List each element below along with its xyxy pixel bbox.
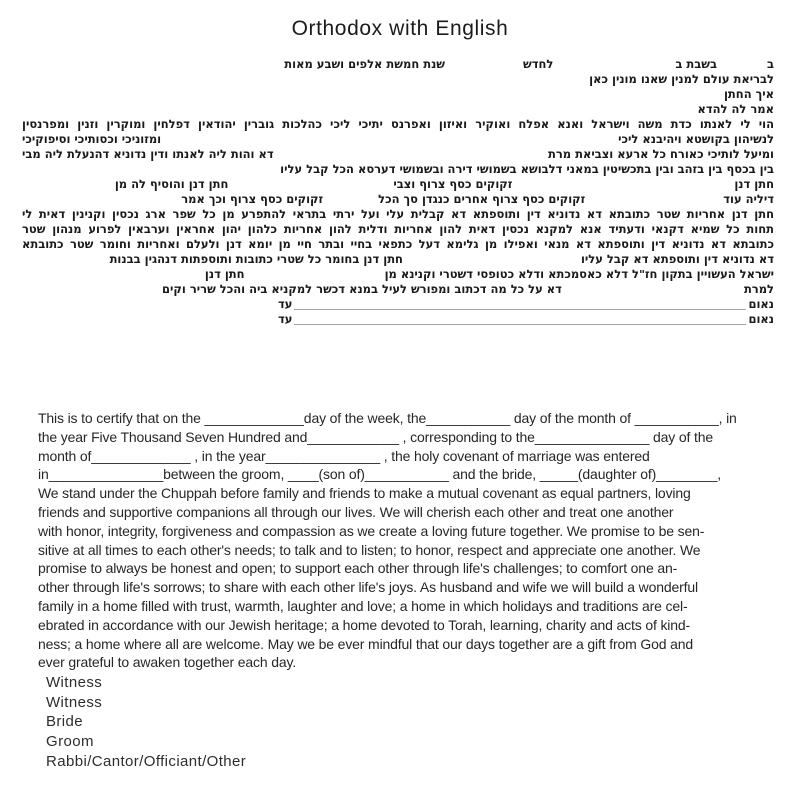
hebrew-text-segment: זקוקים כסף צרוף וצבי [393,177,513,191]
hebrew-text-segment: דא נדוניא דין ותוספתא דא קבל עליו [580,252,774,266]
english-line: ever grateful to awaken together each day. [38,654,297,671]
hebrew-line [22,162,774,177]
english-line: friends and supportive companions all through our lives. We will cherish each other and treat one another [38,503,674,520]
english-line: family in a home filled with trust, warmth, laughter and love; a home in which holidays and traditions are cel- [38,597,688,614]
hebrew-line [22,312,774,327]
hebrew-line [22,57,774,72]
hebrew-text-segment: דיליה עוד [723,192,774,206]
hebrew-text-segment: זקוקים כסף צרוף וכך אמר [181,192,324,206]
hebrew-line: תחות כל שמיא דקנאי ודעתיד אנא למקנא נכסין דאית להון אחריות ודלית להון אחריות כלהון יהון אחראין וערבאין לפרוע מנהון שטר [22,222,774,236]
hebrew-ketubah-text [22,57,774,327]
signature-label: Witness [46,674,103,691]
hebrew-text-segment: חתן דנן והוסיף לה מן [114,177,229,191]
hebrew-line [22,102,774,117]
hebrew-text-segment: נאום [748,297,774,311]
english-line: the year Five Thousand Seven Hundred and____________ , corresponding to the_______________ day of the [38,428,714,445]
english-line: ebrated in accordance with our Jewish heritage; a home devoted to Torah, learning, charity and acts of kind- [38,616,691,633]
signature-labels [46,673,246,772]
hebrew-text-segment: איך החתן [723,87,774,101]
hebrew-text-segment: אמר לה להדא [697,102,774,116]
hebrew-line [22,297,774,312]
hebrew-line [22,132,774,147]
english-line: This is to certify that on the _____________day of the week, the___________ day of the month of ___________, in [38,410,737,426]
blank-space [562,296,744,297]
hebrew-text-segment: למרת [743,282,774,296]
hebrew-text-segment: דא על כל מה דכתוב ומפורש לעיל במנא דכשר למקניא ביה והכל שריר וקים [162,282,562,296]
hebrew-line [22,147,774,162]
hebrew-line [22,177,774,192]
hebrew-line [22,252,774,267]
page-title: Orthodox with English [291,17,509,40]
hebrew-line: כתובתא דא נדוניא דין ותוספתא דא מנאי ואפילו מן גלימא דעל כתפאי בחיי ובתר חיי מן יומא דנן ולעלם ואחריות וחומר שטר כתובתא [22,237,774,251]
hebrew-text-segment: בשבת ב [675,57,717,71]
hebrew-text-segment: עד [278,297,293,311]
hebrew-line [22,87,774,102]
english-line: sitive at all times to each other's needs; to talk and to listen; to honor, respect and appreciate one another. We [38,541,701,558]
english-line: ness; a home where all are welcome. May we be ever mindful that our days together are a gift from God and [38,635,694,652]
hebrew-text-segment: נאום [748,312,774,326]
hebrew-text-segment: עד [278,312,293,326]
hebrew-text-segment: ומזוניכי וכסותיכי וסיפוקיכי [22,132,162,146]
fill-in-blank-line [294,299,746,310]
hebrew-text-segment: בין בכסף בין בזהב ובין בתכשיטין במאני דלבושא בשמושי דירה ובשמושי דערסא הכל קבל עליו [280,162,774,176]
hebrew-text-segment: שנת חמשת אלפים ושבע מאות [284,57,446,71]
hebrew-text-segment: חתן דנן [204,267,245,281]
hebrew-line [22,192,774,207]
english-line: We stand under the Chuppah before family and friends to make a mutual covenant as equal partners, loving [38,485,691,502]
hebrew-text-segment: זקוקים כסף צרוף אחרים כנגדן סך הכל [378,192,586,206]
hebrew-text-segment: ב [766,57,774,71]
hebrew-text-segment: לחדש [523,57,554,71]
hebrew-text-segment: חתן דנן [734,177,774,191]
hebrew-line: חתן דנן אחריות שטר כתובתא דא נדוניא דין ותוספתא דא קבלית עלי ועל ירתי בתראי להתפרע מן כל שפר ארג נכסין וקנינין דאית לי [22,207,774,221]
fill-in-blank-line [294,314,746,325]
signature-label: Witness [46,693,103,711]
english-translation-text [38,409,783,672]
english-line: month of_____________ , in the year_______________ , the holy covenant of marriage was entered [38,447,650,464]
signature-label: Rabbi/Cantor/Officiant/Other [46,752,247,770]
signature-label: Bride [46,713,84,731]
hebrew-line [22,282,774,297]
english-line: other through life's sorrows; to share with each other life's joys. As husband and wife we will build a wonderful [38,579,698,596]
blank-space [445,71,523,72]
english-line: in_______________between the groom, ____(son of)___________ and the bride, _____(daughter of)________, [38,466,721,483]
hebrew-text-segment: לבריאת עולם למנין שאנו מונין כאן [589,72,774,86]
english-line: promise to always be honest and open; to support each other through life's challenges; to comfort one an- [38,560,678,577]
hebrew-line: הוי לי לאנתו כדת משה וישראל ואנא אפלח ואוקיר ואיזון ואפרנס יתיכי ליכי כהלכות גוברין יהודאין דפלחין ומוקרין וזנין ומפרנסין [22,117,774,131]
english-line: with honor, integrity, forgiveness and compassion as we create a loving future together. We promise to be sen- [38,522,705,539]
hebrew-text-segment: ישראל העשויין בתקון חז"ל דלא כאסמכתא ודלא כטופסי דשטרי וקנינא מן [384,267,774,281]
hebrew-line [22,267,774,282]
signature-label: Groom [46,733,94,751]
hebrew-text-segment: ומיעל לותיכי כאורח כל ארעא וצביאת מרת [548,147,774,161]
hebrew-text-segment: דא והות ליה לאנתו ודין נדוניא דהנעלת ליה מבי [22,147,274,161]
hebrew-text-segment: לנשיהון בקושטא ויהיבנא ליכי [618,132,774,146]
hebrew-text-segment: חתן דנן בחומר כל שטרי כתובות ותוספתות דנהגין בבנות [109,252,403,266]
hebrew-line [22,72,774,87]
